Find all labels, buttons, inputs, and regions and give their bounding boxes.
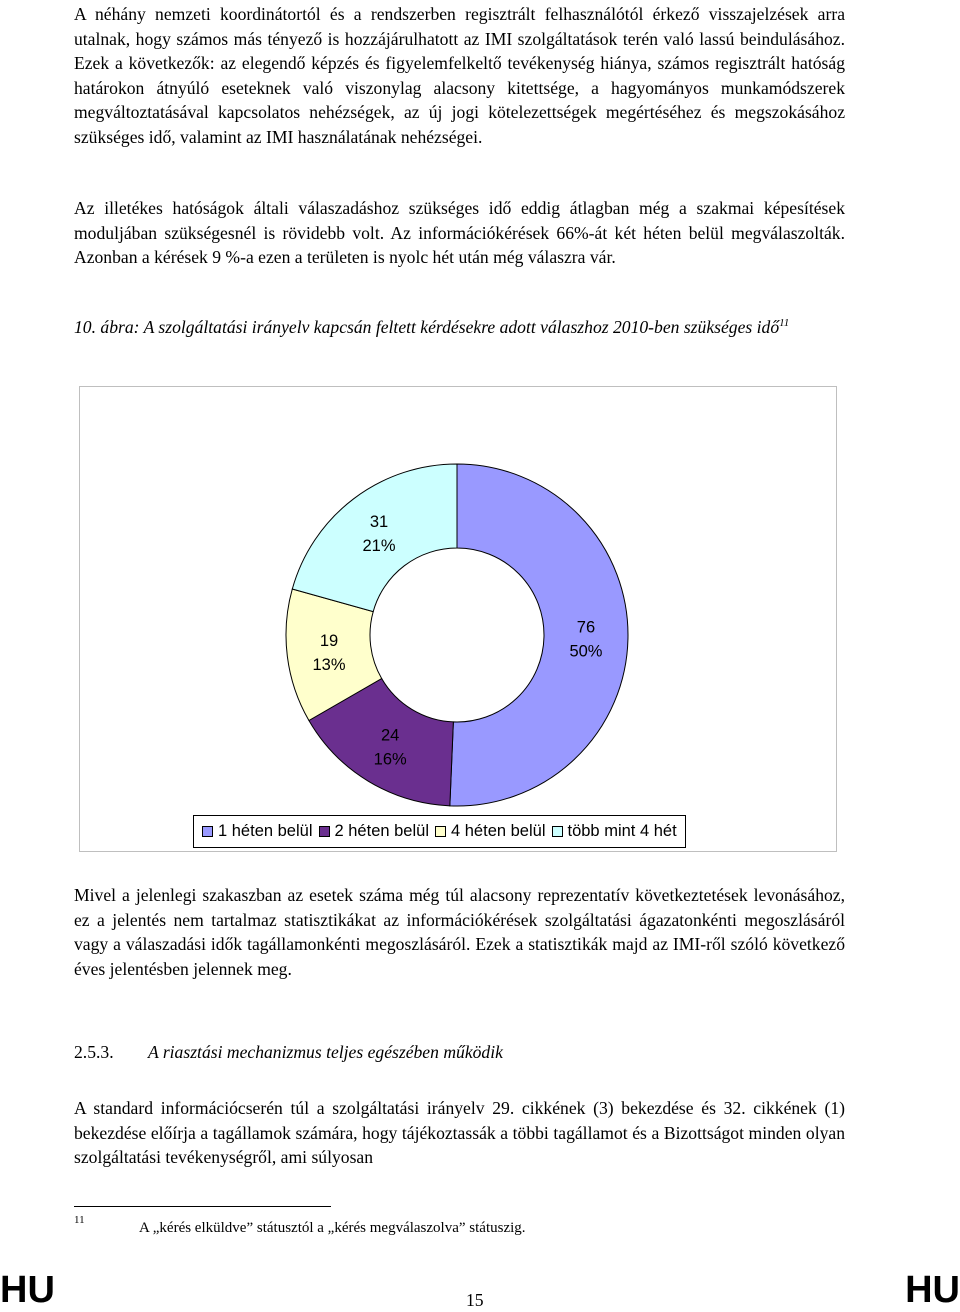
section-heading <box>74 1040 503 1065</box>
footer-language-left: HU <box>0 1269 55 1311</box>
legend-label: 4 héten belül <box>451 822 546 840</box>
legend-label: több mint 4 hét <box>567 822 677 840</box>
paragraph-response-time: Az illetékes hatóságok általi válaszadáshoz szükséges idő eddig átlagban még a szakmai képesítések moduljában szükségesnél is rövidebb volt. Az információkérések 66%-át két héten belül megválaszolták. Azonban a kérések 9 %-a ezen a területen is nyolc hét után még válaszra vár. <box>74 198 845 268</box>
footnote-text: A „kérés elküldve” státusztól a „kérés megválaszolva” státuszig. <box>139 1220 526 1236</box>
paragraph-feedback: A néhány nemzeti koordinátortól és a rendszerben regisztrált felhasználótól érkező visszajelzések arra utalnak, hogy számos más tényező is hozzájárulhatott az IMI szolgáltatások terén való lassú beindulásához. Ezek a következők: az elegendő képzés és figyelemfelkeltő tevékenység hiánya, számos regisztrált hatóság határokon átnyúló eseteknek való viszonylag alacsony kitettsége, a hagyományos munkamódszerek megváltoztatásával kapcsolatos nehézségek, az új jogi kötelezettségek megértéséhez és megszokásához szükséges idő, valamint az IMI használatának nehézségei. <box>74 4 845 147</box>
slice-1 <box>450 464 628 806</box>
paragraph-alert-mechanism: A standard információcserén túl a szolgáltatási irányelv 29. cikkének (3) bekezdése és 32. cikkének (1) bekezdése előírja a tagállamok számára, hogy tájékoztassák a többi tagállamot és a Bizottságot minden olyan szolgáltatási tevékenységről, ami súlyosan <box>74 1098 845 1168</box>
legend-label: 2 héten belül <box>334 822 429 840</box>
footnote-separator <box>74 1206 331 1207</box>
legend-swatch <box>435 826 446 837</box>
section-number: 2.5.3. <box>74 1042 114 1062</box>
legend-label: 1 héten belül <box>218 822 313 840</box>
chart-legend <box>193 815 686 848</box>
slice-percent-label: 50% <box>569 642 603 661</box>
footnote-number: 11 <box>74 1214 85 1226</box>
page-number: 15 <box>466 1290 484 1310</box>
legend-item <box>435 822 546 841</box>
footer-language-right: HU <box>905 1269 960 1311</box>
legend-item <box>202 822 313 841</box>
slice-percent-label: 16% <box>373 750 407 769</box>
slice-value-label: 31 <box>369 513 389 532</box>
figure-caption <box>74 315 845 340</box>
legend-item <box>319 822 430 841</box>
doughnut-chart <box>79 386 837 852</box>
section-title: A riasztási mechanizmus teljes egészében működik <box>148 1042 503 1062</box>
legend-swatch <box>202 826 213 837</box>
slice-percent-label: 21% <box>362 537 396 556</box>
slice-percent-label: 13% <box>312 656 346 675</box>
slice-value-label: 76 <box>576 618 596 637</box>
legend-item <box>552 822 677 841</box>
paragraph-statistics: Mivel a jelenlegi szakaszban az esetek száma még túl alacsony reprezentatív következtetések levonásához, ez a jelentés nem tartalmaz statisztikákat az információkérések szolgáltatási ágazatonkénti megoszlásáról vagy a válaszadási idők tagállamonkénti megoszlásáról. Ezek a statisztikák majd az IMI-ről szóló következő éves jelentésben jelennek meg. <box>74 885 845 979</box>
legend-swatch <box>552 826 563 837</box>
doughnut-chart-svg <box>80 387 836 851</box>
legend-swatch <box>319 826 330 837</box>
figure-caption-text: 10. ábra: A szolgáltatási irányelv kapcsán feltett kérdésekre adott válaszhoz 2010-ben szükséges idő <box>74 317 780 337</box>
figure-footnote-ref: 11 <box>779 317 790 329</box>
slice-value-label: 24 <box>380 726 400 745</box>
slice-value-label: 19 <box>319 632 339 651</box>
